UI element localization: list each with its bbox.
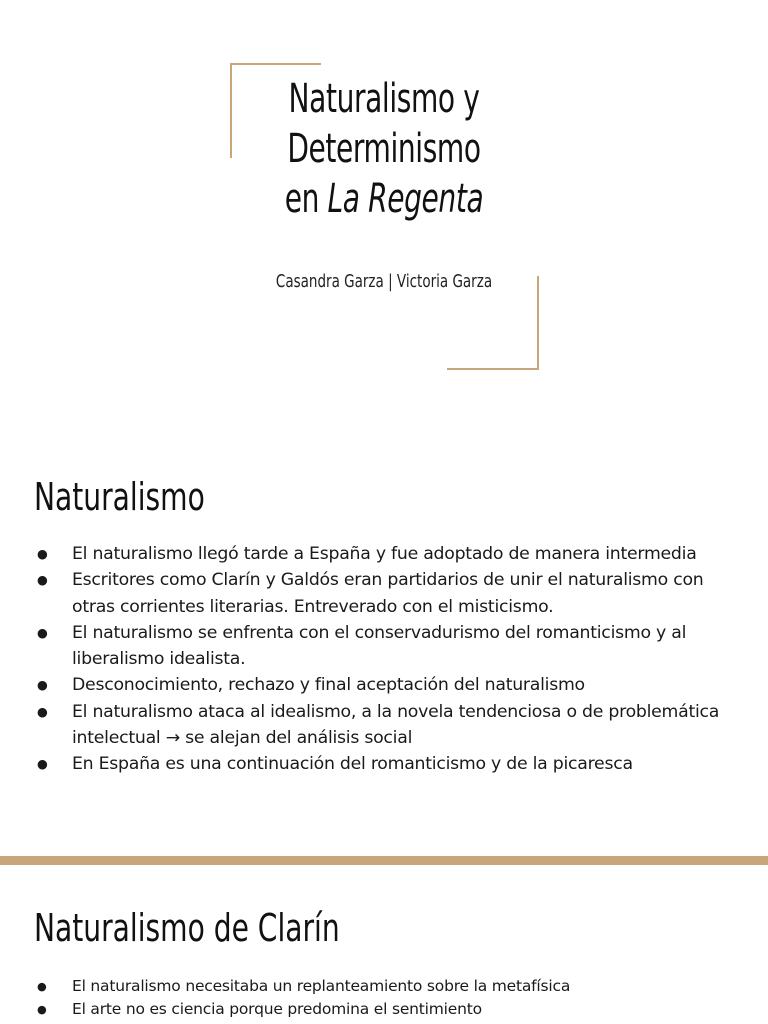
title-book-name: La Regenta — [327, 176, 484, 222]
list-item: ● Desconocimiento, rechazo y final aceptación del naturalismo — [34, 672, 744, 698]
list-item: ● El arte no es ciencia porque predomina el sentimiento — [34, 998, 744, 1021]
slide-divider — [0, 856, 768, 865]
clarin-slide — [0, 865, 768, 1024]
presentation-title — [84, 74, 683, 224]
bullet-list — [34, 541, 744, 778]
title-line-1: Naturalismo y — [288, 76, 480, 122]
list-item: ● El naturalismo ataca al idealismo, a la novela tendenciosa o de problemática intelectual → se alejan del análisis social — [34, 699, 744, 752]
bullet-list — [34, 975, 744, 1021]
corner-frame-top-left — [230, 63, 321, 65]
list-item: ● El naturalismo se enfrenta con el conservadurismo del romanticismo y al liberalismo idealista. — [34, 620, 744, 673]
title-line-2: Determinismo — [287, 126, 481, 172]
authors: Casandra Garza | Victoria Garza — [275, 271, 493, 292]
slide-heading: Naturalismo — [34, 475, 205, 519]
title-slide — [0, 0, 768, 440]
naturalismo-slide — [0, 440, 768, 856]
list-item: ● El naturalismo llegó tarde a España y fue adoptado de manera intermedia — [34, 541, 744, 567]
title-line-3-prefix: en — [284, 176, 328, 222]
slide-heading: Naturalismo de Clarín — [34, 906, 340, 950]
title-line-3 — [84, 174, 683, 224]
list-item: ● El naturalismo necesitaba un replanteamiento sobre la metafísica — [34, 975, 744, 998]
list-item: ● Escritores como Clarín y Galdós eran partidarios de unir el naturalismo con otras corrientes literarias. Entreverado con el misticismo. — [34, 567, 744, 620]
corner-frame-bottom-right — [447, 368, 539, 370]
list-item: ● En España es una continuación del romanticismo y de la picaresca — [34, 751, 744, 777]
